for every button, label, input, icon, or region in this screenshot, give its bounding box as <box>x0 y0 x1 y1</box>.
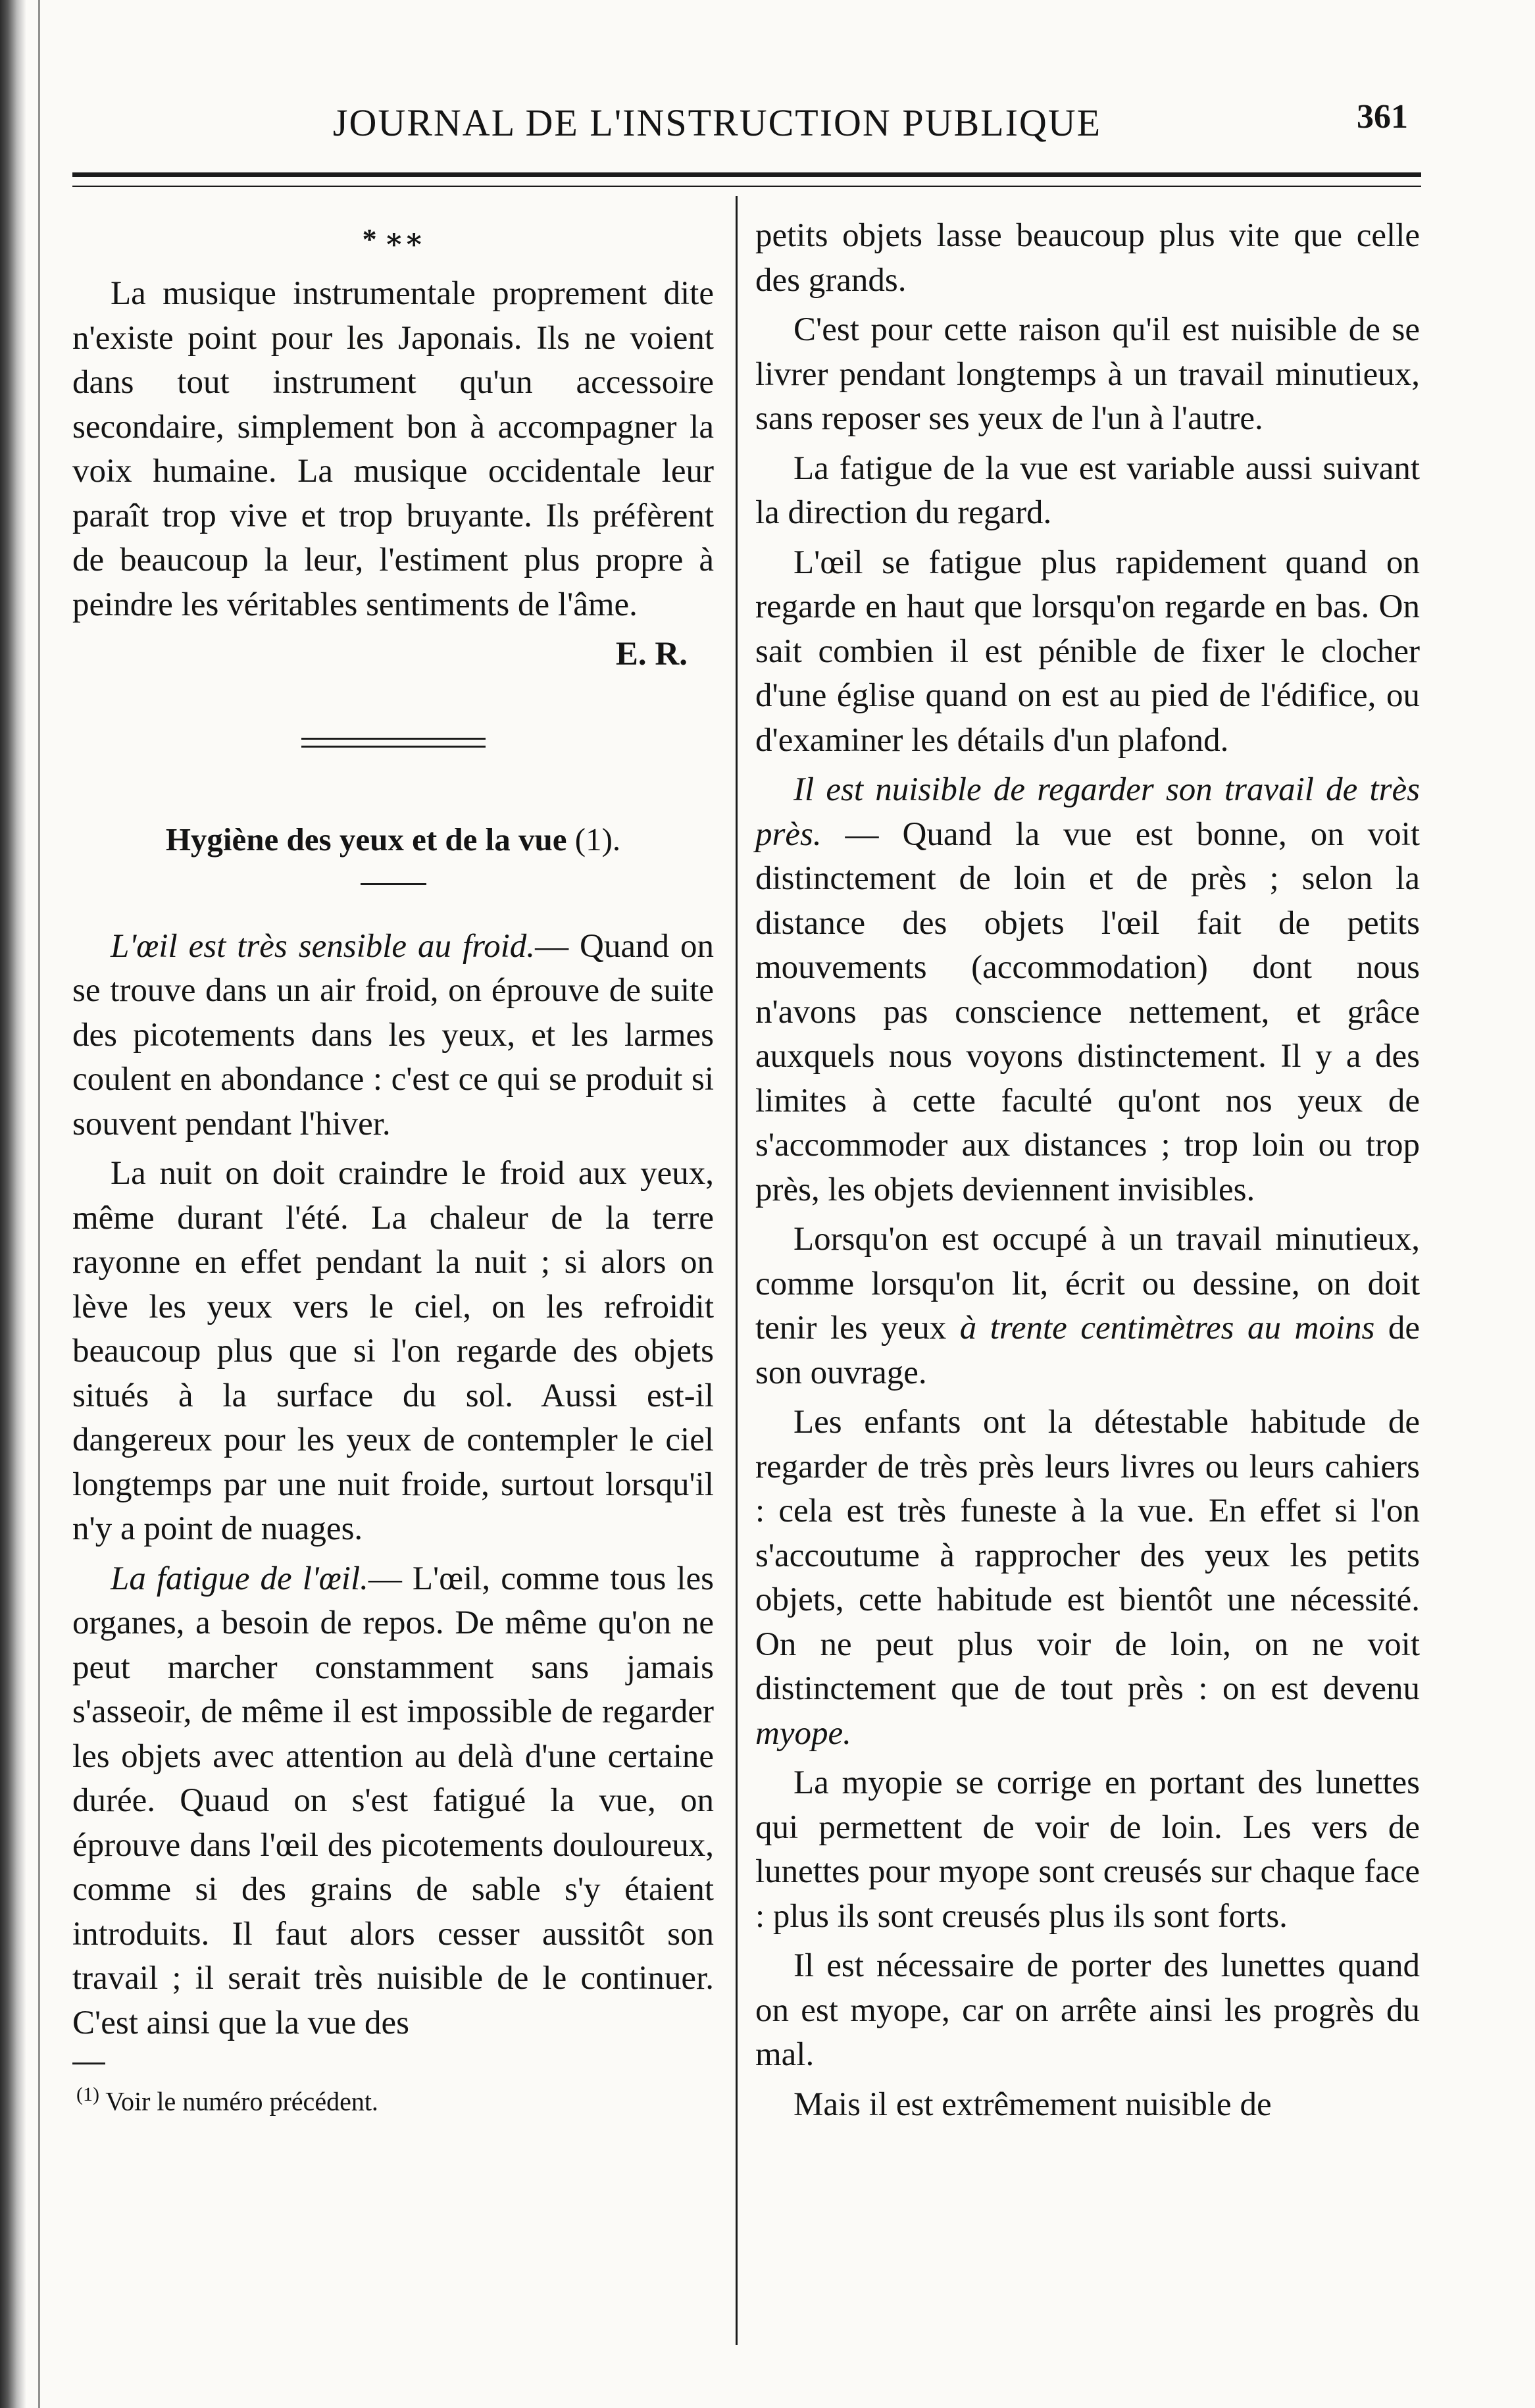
header-rule-thin <box>72 186 1421 187</box>
paragraph-raison: C'est pour cette raison qu'il est nuisible de se livrer pendant longtemps à un travail minutieux, sans reposer ses yeux de l'un à l'autre. <box>755 311 1420 437</box>
paragraph-tres-pres-text: — Quand la vue est bonne, on voit distinctement de loin et de près ; selon la distance des objets l'œil fait de petits mouvements (accommodation) dont nous n'avons pas conscience nettement, et grâce auxquels nous voyons distinctement. Il y a des limites à cette faculté qu'ont nos yeux de s'accommoder aux distances ; trop loin ou trop près, les objets deviennent invisibles. <box>755 815 1420 1208</box>
paragraph-trente-emphasis: à trente centimètres au moins <box>959 1310 1375 1346</box>
paragraph-enfants-text: Les enfants ont la détestable habitude de regarder de très près leurs livres ou leurs cahiers : cela est très funeste à la vue. En effet si l'on s'accoutume à rapprocher des yeux les petits objets, cette habitude est bientôt une nécessité. On ne peut plus voir de loin, on ne voit distinctement que de tout près : on est devenu <box>755 1404 1420 1707</box>
author-signature: E. R. <box>615 636 688 673</box>
page-edge-shadow <box>0 0 26 2408</box>
paragraph-trente-text-a: Lorsqu'on est occupé à un travail minutieux, comme lorsqu'on lit, écrit ou dessine, on doit tenir les yeux <box>755 1221 1420 1346</box>
article-title-text: Hygiène des yeux et de la vue <box>165 821 567 858</box>
section-separator <box>301 738 486 748</box>
page-edge-line <box>38 0 40 2408</box>
paragraph-nuit: La nuit on doit craindre le froid aux yeux, même durant l'été. La chaleur de la terre rayonne en effet pendant la nuit ; si alors on lève les yeux vers le ciel, on les refroidit beaucoup plus que si l'on regarde des objets situés à la surface du sol. Aussi est-il dangereux pour les yeux de contempler le ciel longtemps par une nuit froide, surtout lorsqu'il n'y a point de nuages. <box>72 1155 714 1547</box>
footnote <box>72 2078 714 2118</box>
paragraph-froid-text: — Quand on se trouve dans un air froid, on éprouve de suite des picotements dans les yeux, et les larmes coulent en abondance : c'est ce qui se produit si souvent pendant l'hiver. <box>72 927 714 1142</box>
running-header-title: JOURNAL DE L'INSTRUCTION PUBLIQUE <box>332 101 1102 144</box>
paragraph-froid <box>72 925 714 1147</box>
page-number: 361 <box>1357 98 1408 136</box>
paragraph-enfants <box>755 1400 1420 1756</box>
left-column <box>72 214 714 2118</box>
paragraph-musique: La musique instrumentale proprement dite n'existe point pour les Japonais. Ils ne voient dans tout instrument qu'un accessoire secondaire, simplement bon à accompagner la voix humaine. La musique occidentale leur paraît trop vive et trop bruyante. Ils préfèrent de beaucoup la leur, l'estiment plus propre à peindre les véritables sentiments de l'âme. <box>72 275 714 623</box>
paragraph-nuisible: Mais il est extrêmement nuisible de <box>793 2086 1272 2123</box>
paragraph-lunettes: Il est nécessaire de porter des lunettes quand on est myope, car on arrête ainsi les progrès du mal. <box>755 1947 1420 2073</box>
paragraph-haut-bas: L'œil se fatigue plus rapidement quand on regarde en haut que lorsqu'on regarde en bas. On sait combien il est pénible de fixer le clocher d'une église quand on est au pied de l'édifice, ou d'examiner les détails d'un plafond. <box>755 544 1420 759</box>
paragraph-tres-pres-lead: Il est nuisible de regarder son travail de très près. <box>755 771 1420 853</box>
paragraph-fatigue-lead: La fatigue de l'œil. <box>111 1560 368 1597</box>
footnote-text: Voir le numéro précédent. <box>105 2086 378 2116</box>
paragraph-froid-lead: L'œil est très sensible au froid. <box>111 927 536 965</box>
paragraph-myopie: La myopie se corrige en portant des lunettes qui permettent de voir de loin. Les vers de lunettes pour myope sont creusés sur chaque face : plus ils sont creusés plus ils sont forts. <box>755 1764 1420 1935</box>
paragraph-trente-centimetres <box>755 1217 1420 1395</box>
right-column <box>755 214 1420 2132</box>
paragraph-tres-pres <box>755 768 1420 1212</box>
article-title-note-ref: (1). <box>574 821 621 858</box>
paragraph-fatigue-text: — L'œil, comme tous les organes, a besoin de repos. De même qu'on ne peut marcher constamment sans jamais s'asseoir, de même il est impossible de regarder les objets avec attention au delà d'une certaine durée. Quaud on s'est fatigué la vue, on éprouve dans l'œil des picotements douloureux, comme si des grains de sable s'y étaient introduits. Il faut alors cesser aussitôt son travail ; il serait très nuisible de le continuer. C'est ainsi que la vue des <box>72 1560 715 2041</box>
paragraph-petits-objets: petits objets lasse beaucoup plus vite que celle des grands. <box>755 217 1420 299</box>
asterism: * ∗∗ <box>362 223 424 255</box>
footnote-rule <box>72 2062 105 2064</box>
article-title <box>72 820 714 859</box>
column-divider <box>736 196 738 2345</box>
title-rule <box>361 883 426 885</box>
header-rule-thick <box>72 172 1421 177</box>
paragraph-fatigue <box>72 1557 714 2046</box>
paragraph-trente-text-b: de son ouvrage. <box>755 1310 1420 1391</box>
paragraph-enfants-emphasis: myope. <box>755 1714 851 1752</box>
footnote-mark: (1) <box>76 2084 99 2105</box>
paragraph-direction: La fatigue de la vue est variable aussi suivant la direction du regard. <box>755 449 1420 531</box>
